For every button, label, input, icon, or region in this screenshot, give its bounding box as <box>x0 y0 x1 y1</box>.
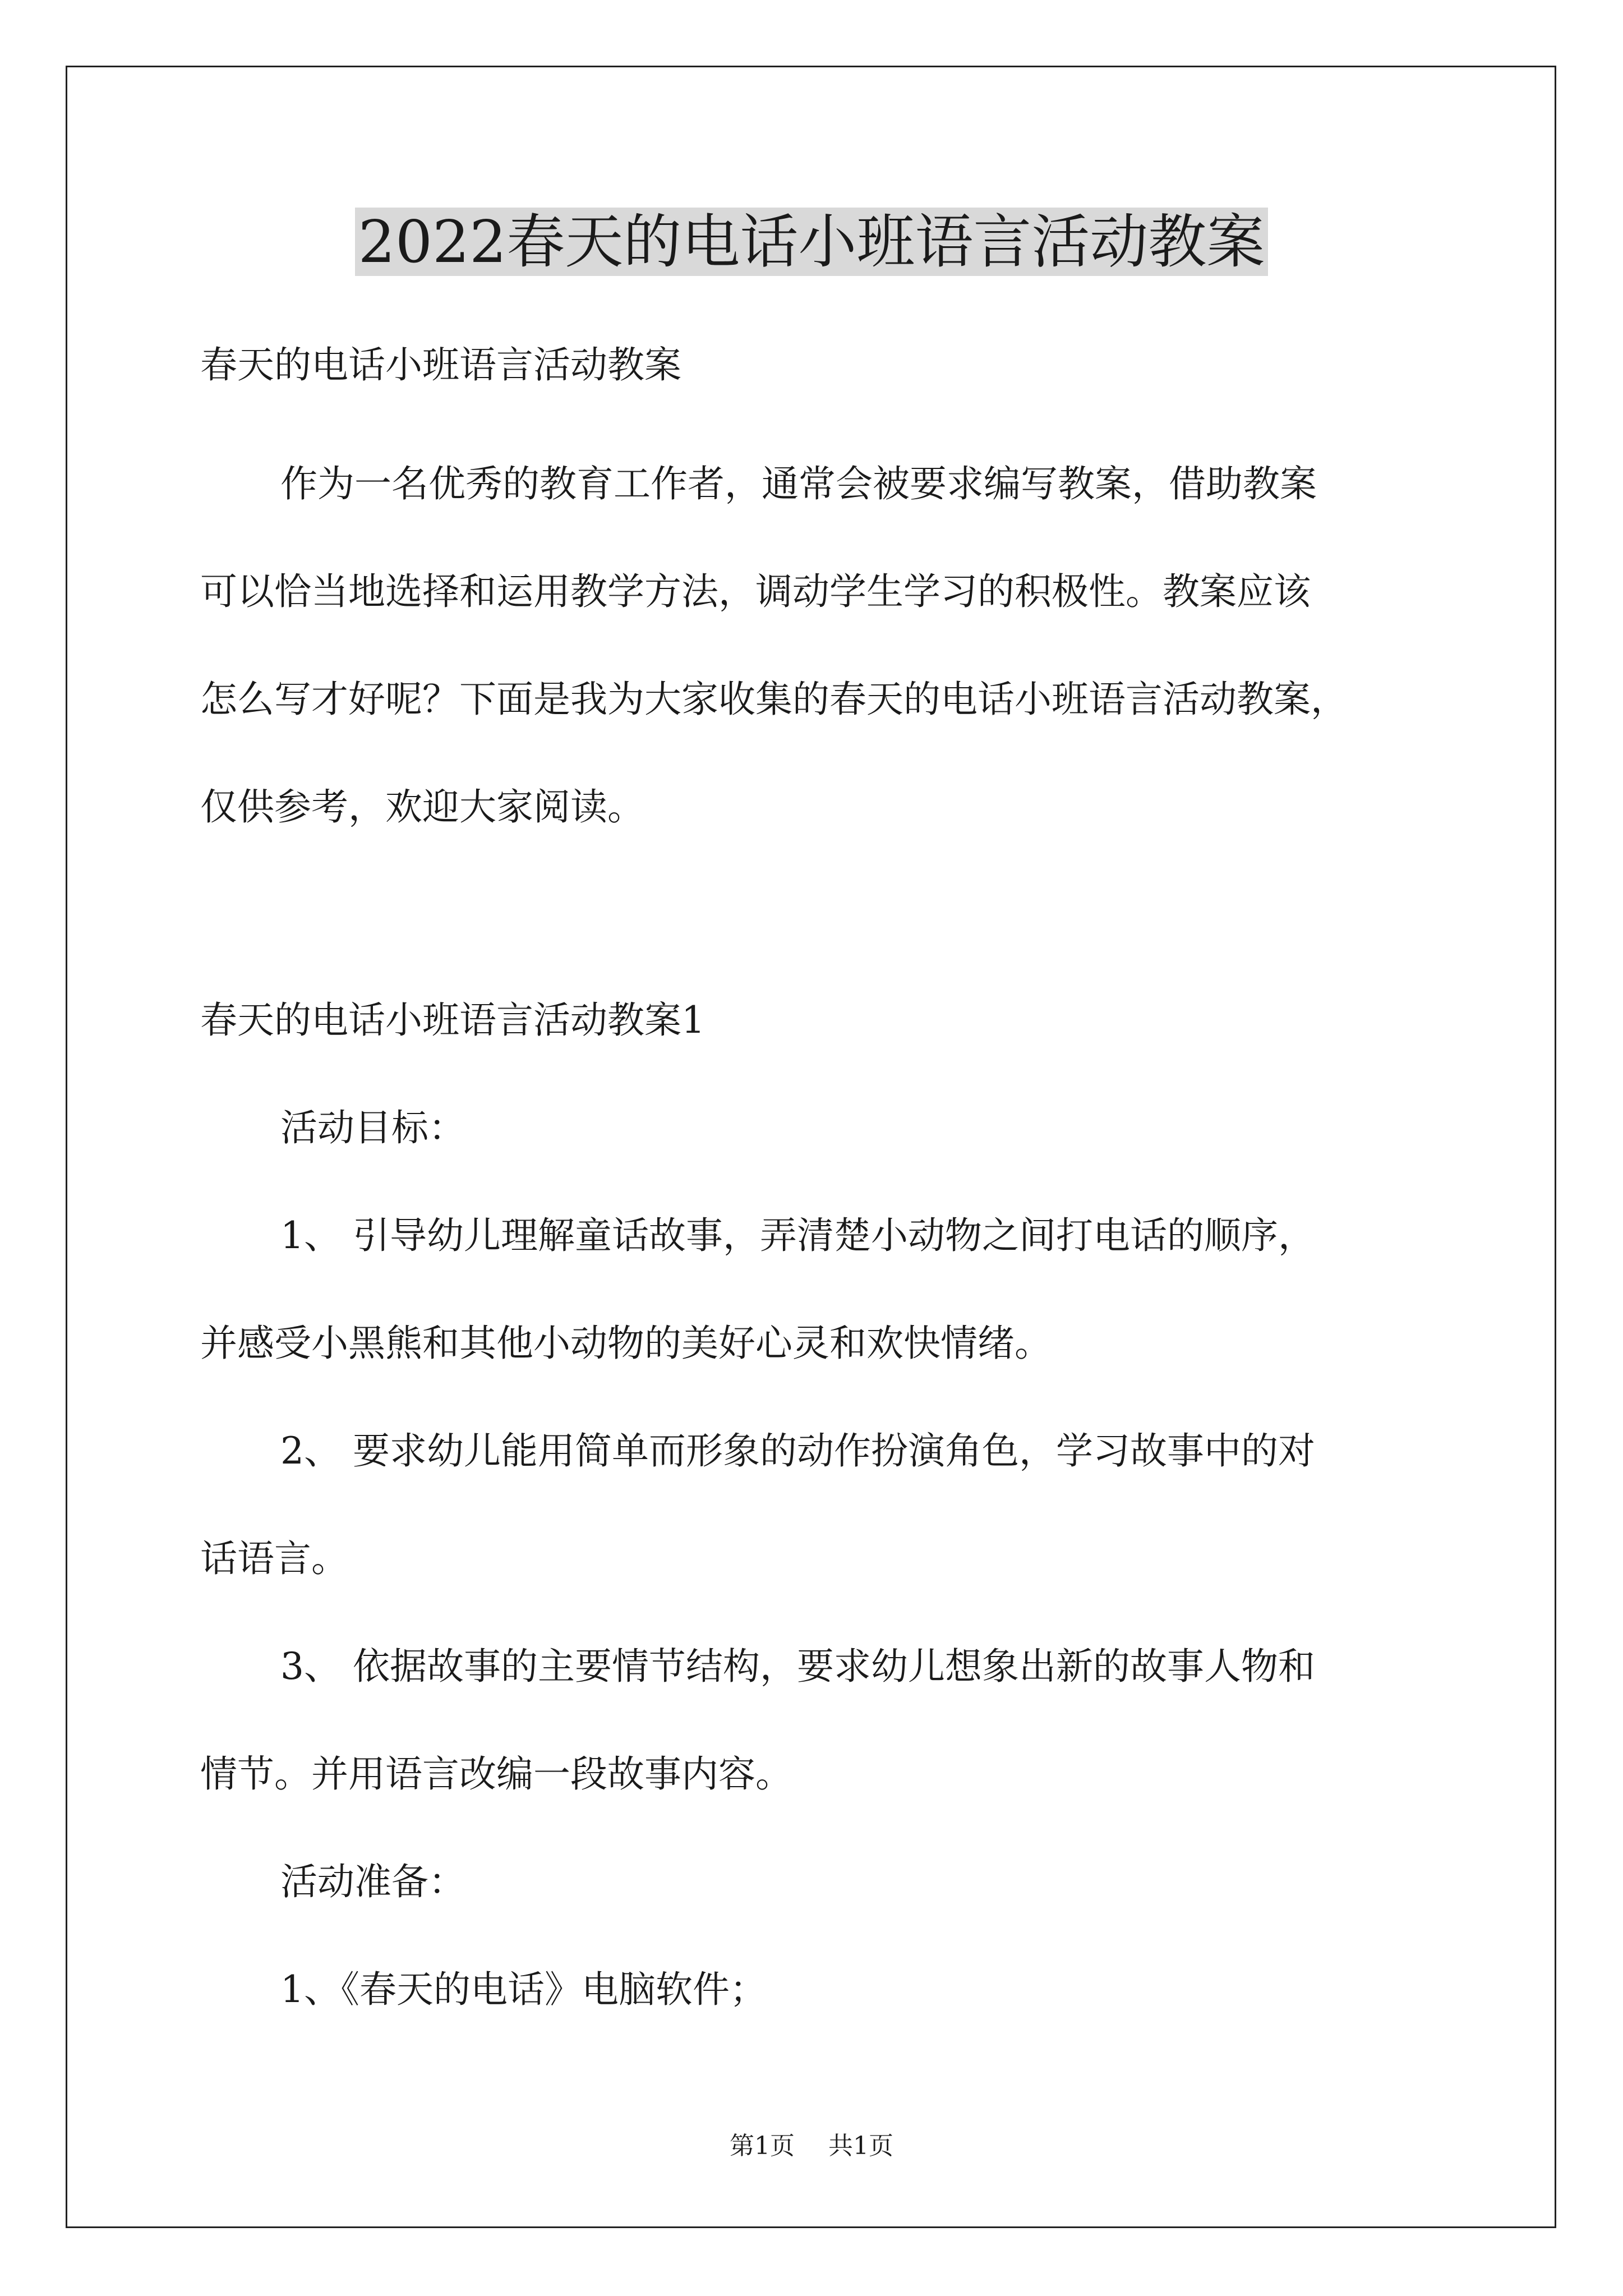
paragraph-line: 怎么写才好呢？下面是我为大家收集的春天的电话小班语言活动教案， <box>200 678 1348 721</box>
section-label: 活动准备： <box>280 1860 465 1903</box>
page-number: 第1页 <box>730 2132 795 2160</box>
paragraph-line: 仅供参考，欢迎大家阅读。 <box>200 785 644 829</box>
paragraph-line: 作为一名优秀的教育工作者，通常会被要求编写教案，借助教案 <box>280 462 1317 505</box>
paragraph-line: 可以恰当地选择和运用教学方法，调动学生学习的积极性。教案应该 <box>200 570 1311 613</box>
list-item-line: 1、《春天的电话》电脑软件； <box>280 1968 767 2011</box>
list-item-line: 情节。并用语言改编一段故事内容。 <box>200 1752 792 1796</box>
list-item-line: 并感受小黑熊和其他小动物的美好心灵和欢快情绪。 <box>200 1322 1052 1365</box>
section-label: 活动目标： <box>280 1106 465 1149</box>
subtitle-line: 春天的电话小班语言活动教案 <box>200 343 681 386</box>
list-item-line: 话语言。 <box>200 1537 348 1580</box>
list-item-line: 3、 依据故事的主要情节结构，要求幼儿想象出新的故事人物和 <box>280 1645 1315 1688</box>
document-title-text: 2022春天的电话小班语言活动教案 <box>355 208 1269 276</box>
list-item-line: 2、 要求幼儿能用简单而形象的动作扮演角色，学习故事中的对 <box>280 1429 1315 1473</box>
page-footer <box>0 2129 1623 2163</box>
page-total: 共1页 <box>828 2132 893 2160</box>
list-item-line: 1、 引导幼儿理解童话故事，弄清楚小动物之间打电话的顺序， <box>280 1214 1315 1257</box>
document-title <box>0 205 1623 278</box>
section-heading: 春天的电话小班语言活动教案1 <box>200 999 705 1042</box>
